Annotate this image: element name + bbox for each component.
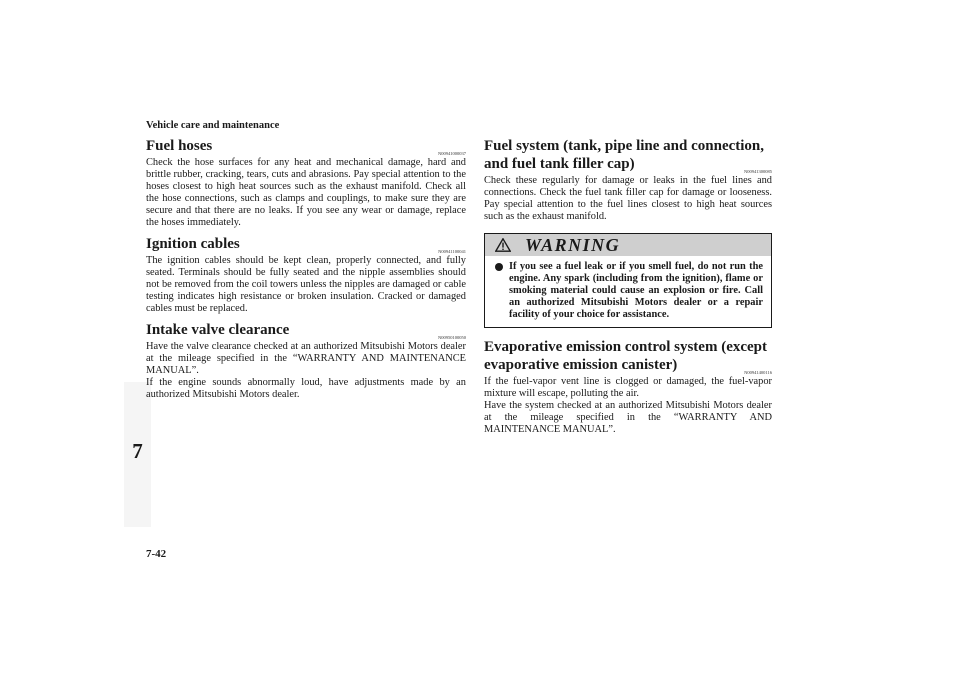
warning-header <box>485 234 771 256</box>
section-title: Evaporative emission control system (except evaporative emission canister) <box>484 339 768 373</box>
section-body: Have the valve clearance checked at an authorized Mitsubishi Motors dealer at the mileage specified in the “WARRANTY AND MAINTENANCE MANUAL”. <box>146 341 466 376</box>
section-body: Have the system checked at an authorized Mitsubishi Motors dealer at the mileage specified in the “WARRANTY AND MAINTENANCE MANUAL”. <box>484 400 772 435</box>
section-code: N00941400116 <box>744 370 772 375</box>
section-body: If the fuel-vapor vent line is clogged or damaged, the fuel-vapor mixture will escape, polluting the air. <box>484 376 772 399</box>
section-body: Check the hose surfaces for any heat and mechanical damage, hard and brittle rubber, cracking, tears, cuts and abrasions. Pay special attention to the hoses closest to high heat sources such as the exhaust manifold. Check all the hose connections, such as clamps and couplings, to make sure they are secure and that there are no leaks. If you see any wear or damage, replace the hoses immediately. <box>146 157 466 228</box>
section-fuel-hoses <box>146 137 466 229</box>
warning-title: WARNING <box>525 235 621 255</box>
section-code: N00941000037 <box>438 151 466 156</box>
right-column <box>484 137 772 442</box>
section-body: Check these regularly for damage or leaks in the fuel lines and connections. Check the fuel tank filler cap for damage or looseness. Pay special attention to the fuel lines closest to high heat sources such as the exhaust manifold. <box>484 175 772 222</box>
section-code: N00950100050 <box>438 335 466 340</box>
section-evaporative-emission <box>484 338 772 436</box>
section-body: If the engine sounds abnormally loud, have adjustments made by an authorized Mitsubishi Motors dealer. <box>146 377 466 400</box>
section-code: N00941100041 <box>438 249 466 254</box>
warning-body <box>485 256 771 327</box>
warning-text: If you see a fuel leak or if you smell fuel, do not run the engine. Any spark (including from the ignition), flame or smoking material could cause an explosion or fire. Call an authorized Mitsubishi Motors dealer or a repair facility of your choice for assistance. <box>509 261 763 320</box>
page-number: 7-42 <box>146 548 167 560</box>
section-title: Intake valve clearance <box>146 322 290 338</box>
running-header: Vehicle care and maintenance <box>146 120 280 131</box>
section-body: The ignition cables should be kept clean, properly connected, and fully seated. Terminals should be fully seated and the nipple assemblies should not be removed from the coil towers unless the nipples are damaged or cable testing indicates high resistance or broken insulation. Cracked or damaged cables must be replaced. <box>146 255 466 314</box>
section-intake-valve-clearance <box>146 321 466 401</box>
warning-box <box>484 233 772 328</box>
section-title: Fuel hoses <box>146 138 213 154</box>
section-title: Fuel system (tank, pipe line and connection, and fuel tank filler cap) <box>484 138 765 172</box>
warning-triangle-icon <box>495 238 511 252</box>
section-title: Ignition cables <box>146 236 240 252</box>
section-ignition-cables <box>146 235 466 315</box>
left-column <box>146 137 466 407</box>
bullet-icon <box>495 263 503 271</box>
section-code: N00941300085 <box>744 169 772 174</box>
chapter-tab-number: 7 <box>132 439 143 463</box>
section-fuel-system <box>484 137 772 223</box>
